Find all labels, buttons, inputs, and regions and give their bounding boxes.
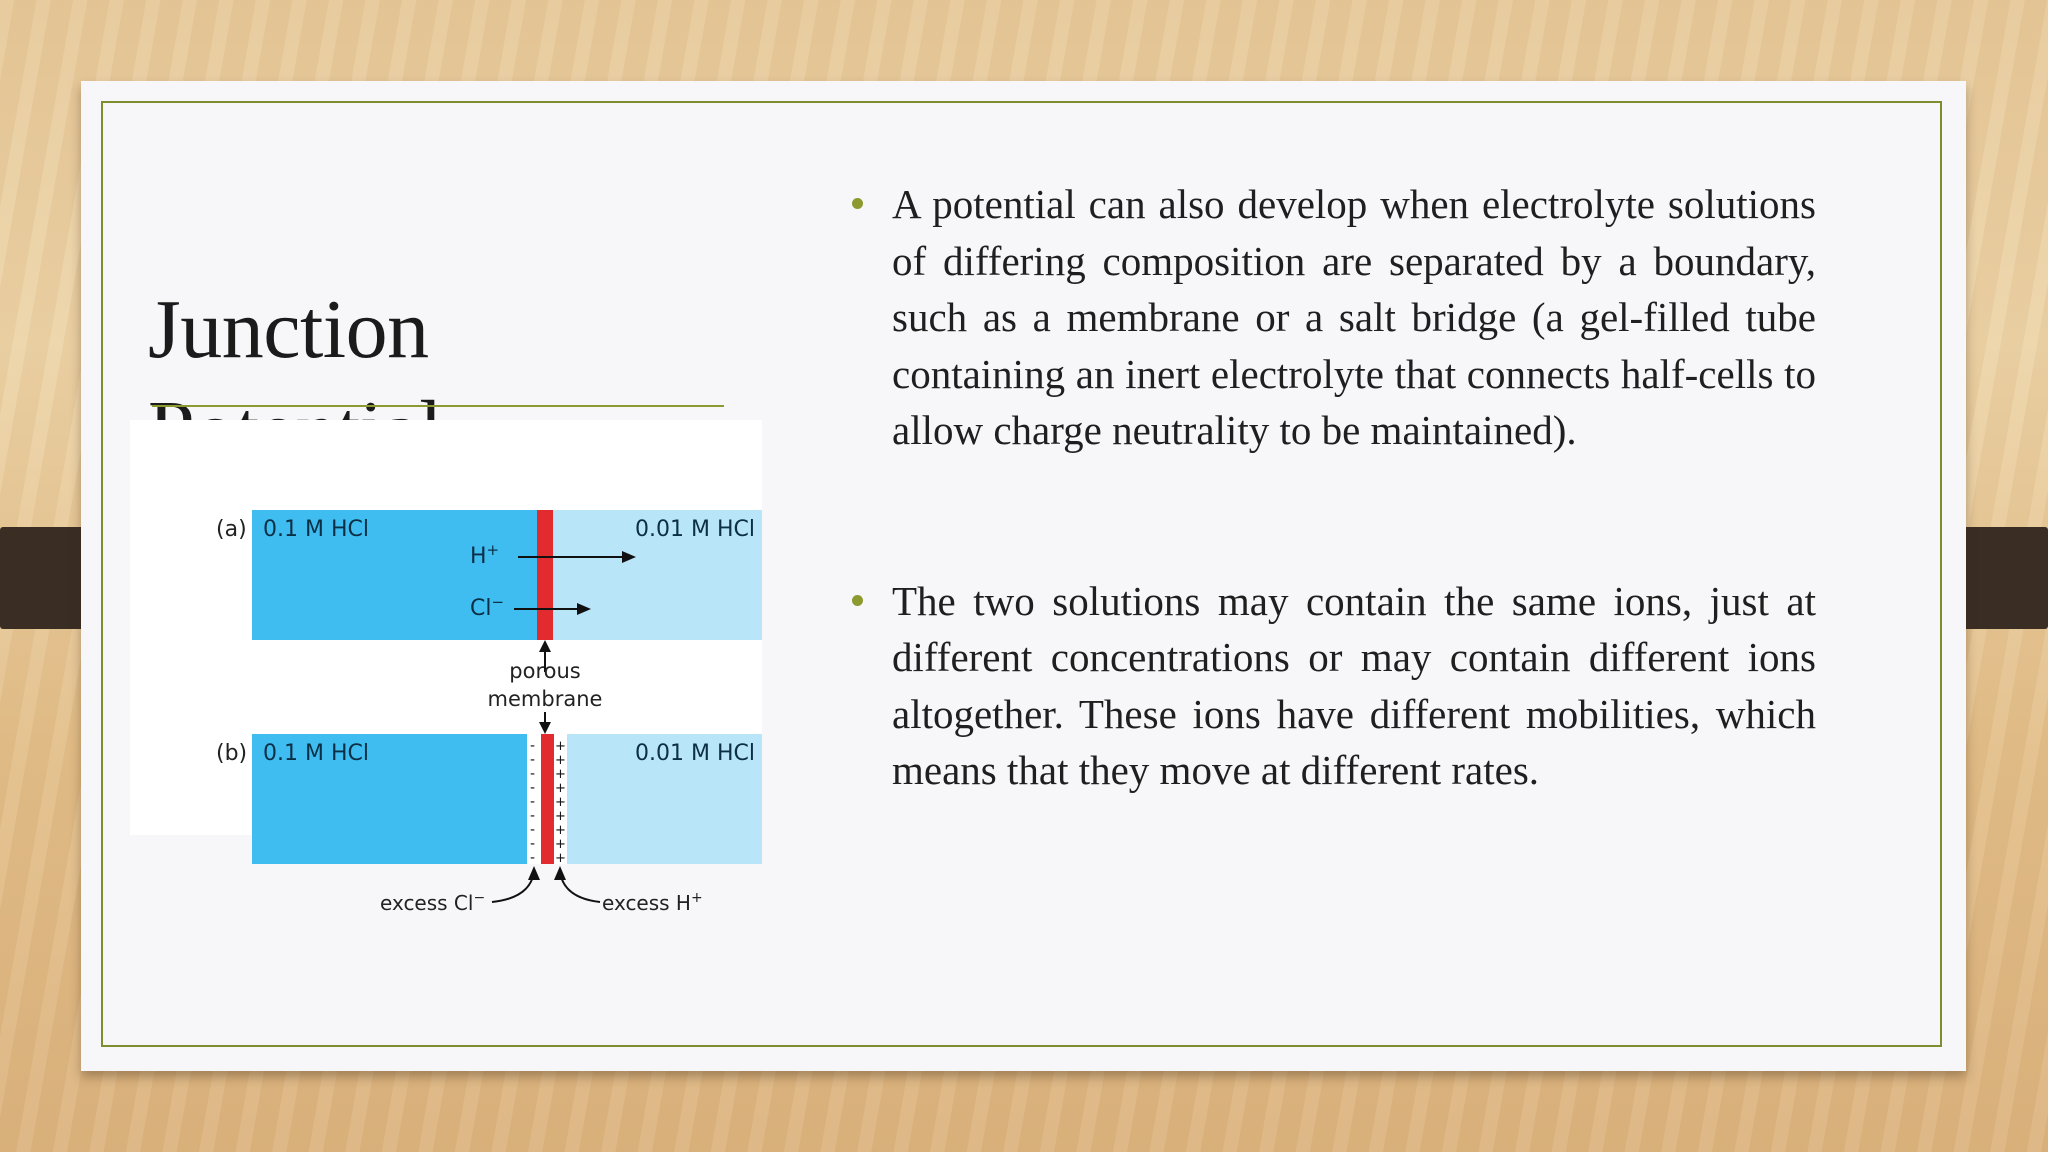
svg-text:+: + [555,781,566,796]
bullet-dot-icon [852,198,863,209]
slide-title: Junction [148,283,429,376]
svg-text:-: - [530,850,536,866]
svg-text:+: + [555,767,566,782]
excess-annotations [130,420,762,920]
membrane-label-line1: porous [509,659,581,683]
svg-text:-: - [530,766,536,782]
excess-h-pointer [560,872,600,902]
svg-text:+: + [555,823,566,838]
h-ion-label: H+ [470,541,500,569]
svg-text:-: - [530,738,536,754]
panel-a-right-solution-label: 0.01 M HCl [635,517,755,542]
svg-text:+: + [555,851,566,866]
excess-h-label: excess H+ [602,890,703,915]
cl-ion-label: Cl− [470,593,505,621]
bullet-item [840,573,1816,799]
membrane-label-line2: membrane [487,687,603,711]
panel-b-label: (b) [216,741,248,766]
bullet-list [840,176,1816,799]
panel-a-label: (a) [216,517,247,542]
svg-text:+: + [555,739,566,754]
bullet-dot-icon [852,595,863,606]
panel-b-right-solution-label: 0.01 M HCl [635,741,755,766]
svg-text:+: + [555,809,566,824]
panel-b-left-solution-label: 0.1 M HCl [263,741,369,766]
excess-cl-label: excess Cl− [380,890,486,915]
svg-text:+: + [555,837,566,852]
title-underline [152,405,724,407]
svg-text:+: + [555,753,566,768]
svg-text:+: + [555,795,566,810]
panel-a-left-solution-label: 0.1 M HCl [263,517,369,542]
svg-text:-: - [530,836,536,852]
excess-cl-pointer [492,872,534,902]
svg-text:-: - [530,794,536,810]
svg-text:-: - [530,808,536,824]
svg-text:-: - [530,822,536,838]
svg-text:-: - [530,780,536,796]
bullet-item [840,176,1816,459]
bullet-text: A potential can also develop when electrolyte solutions of differing composition are separated by a boundary, such as a membrane or a salt bridge (a gel-filled tube containing an inert electrolyte that connects half-cells to allow charge neutrality to be maintained). [892,181,1816,453]
svg-text:-: - [530,752,536,768]
bullet-text: The two solutions may contain the same ions, just at different concentrations or may contain different ions altogether. These ions have different mobilities, which means that they move at different rates. [892,577,1816,793]
